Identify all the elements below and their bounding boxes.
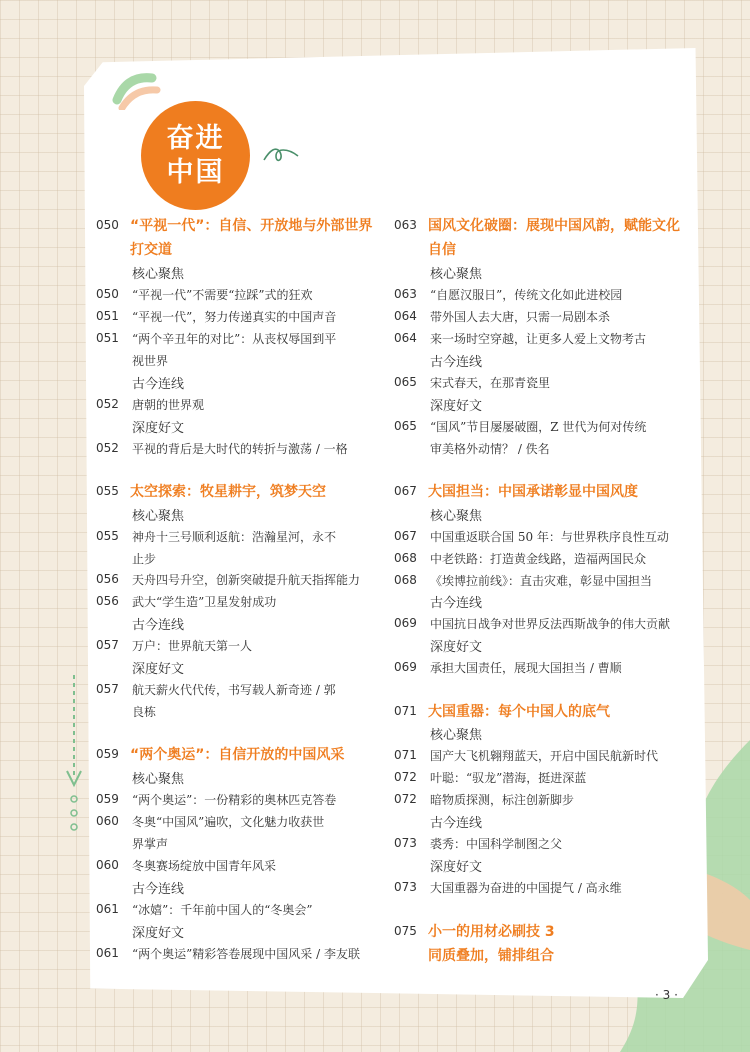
subsection-label: 古今连线 [132,618,185,633]
subsection-label: 核心聚焦 [430,509,483,524]
section-page-number: 050 [96,218,119,232]
subsection-label: 古今连线 [430,596,483,611]
subsection-label: 核心聚焦 [132,267,185,282]
subsection-label: 核心聚焦 [430,267,483,282]
badge-line1: 奋进 [166,122,225,154]
badge-line2: 中国 [166,156,225,188]
subsection-label: 古今连线 [430,355,483,370]
subsection-label: 深度好文 [430,860,483,875]
subsection-label: 古今连线 [430,816,483,831]
subsection-label: 深度好文 [430,399,483,414]
page-number: · 3 · [655,988,678,1002]
section-badge [141,101,250,210]
subsection-label: 深度好文 [132,662,185,677]
subsection-label: 核心聚焦 [132,509,185,524]
subsection-label: 深度好文 [430,640,483,655]
subsection-label: 古今连线 [132,882,185,897]
subsection-label: 核心聚焦 [132,772,185,787]
section-title: “平视一代”：自信、开放地与外部世界 打交道 [130,218,373,258]
subsection-label: 深度好文 [132,926,185,941]
subsection-label: 核心聚焦 [430,728,483,743]
squiggle-decoration [262,140,302,170]
subsection-label: 深度好文 [132,421,185,436]
brush-stroke-decoration [112,70,162,110]
subsection-label: 古今连线 [132,377,185,392]
dotted-arrow-decoration [64,675,84,845]
